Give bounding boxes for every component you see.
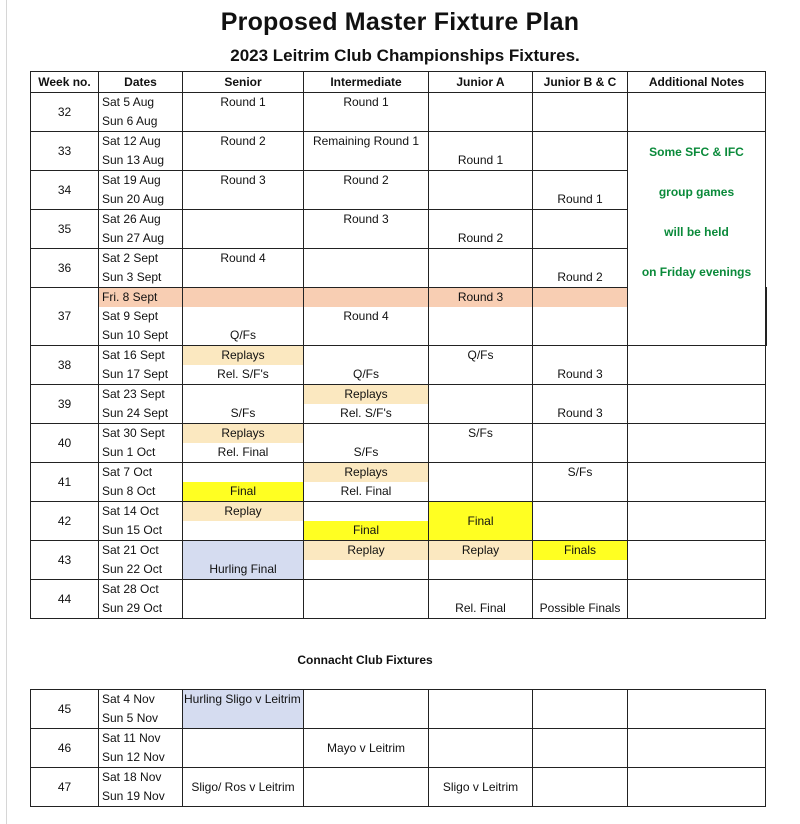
intermediate-cell (304, 288, 429, 346)
dates-cell (99, 768, 183, 807)
fixture-text: Round 3 (220, 173, 266, 187)
dates-cell (99, 210, 183, 249)
junior-bc-cell (533, 768, 628, 807)
junior-a-cell (429, 210, 533, 249)
date-line-highlighted: Fri. 8 Sept (99, 288, 182, 307)
fixture-text: Rel. Final (455, 601, 506, 615)
header-intermediate: Intermediate (304, 72, 429, 93)
notes-cell (628, 463, 766, 502)
table-row (31, 502, 767, 541)
intermediate-cell (304, 132, 429, 171)
week-number: 37 (31, 288, 99, 346)
fixture-text: Round 2 (457, 231, 504, 245)
notes-cell (628, 541, 766, 580)
header-additional-notes: Additional Notes (628, 72, 766, 93)
notes-cell (628, 580, 766, 619)
date-line: Sat 5 Aug (102, 95, 155, 109)
date-line: Sat 21 Oct (102, 543, 159, 557)
junior-a-cell (429, 424, 533, 463)
senior-cell (183, 463, 304, 502)
senior-cell (183, 249, 304, 288)
junior-bc-cell (533, 502, 628, 541)
date-line: Sun 24 Sept (102, 406, 169, 420)
junior-a-cell (429, 690, 533, 729)
date-line: Sun 3 Sept (102, 270, 162, 284)
fixture-text: Q/Fs (230, 328, 256, 342)
junior-a-cell (429, 768, 533, 807)
intermediate-cell (304, 210, 429, 249)
senior-cell (183, 210, 304, 249)
fixture-text: Final (304, 521, 428, 540)
date-line: Sat 23 Sept (102, 387, 165, 401)
date-line: Sun 22 Oct (102, 562, 163, 576)
senior-cell (183, 690, 304, 729)
date-line: Sat 16 Sept (102, 348, 165, 362)
senior-cell (183, 93, 304, 132)
date-line: Sun 10 Sept (102, 328, 169, 342)
header-dates: Dates (99, 72, 183, 93)
junior-bc-cell (533, 346, 628, 385)
fixture-text: Round 1 (457, 153, 504, 167)
fixture-text: Replay (304, 541, 428, 560)
week-number: 45 (31, 690, 99, 729)
intermediate-cell (304, 768, 429, 807)
dates-cell (99, 580, 183, 619)
header-junior-bc: Junior B & C (533, 72, 628, 93)
week-number: 38 (31, 346, 99, 385)
fixture-text: Mayo v Leitrim (326, 740, 406, 755)
date-line: Sun 8 Oct (102, 484, 156, 498)
intermediate-cell (304, 690, 429, 729)
notes-cell (628, 768, 766, 807)
date-line: Sun 5 Nov (102, 711, 159, 725)
table-row (31, 580, 767, 619)
dates-cell (99, 346, 183, 385)
senior-cell (183, 729, 304, 768)
fixture-text: Round 4 (220, 251, 266, 265)
junior-bc-cell (533, 132, 628, 171)
date-line: Sun 29 Oct (102, 601, 163, 615)
fixture-text: Round 2 (220, 134, 266, 148)
dates-cell (99, 385, 183, 424)
table-row (31, 424, 767, 463)
fixture-text: S/Fs (567, 465, 593, 479)
date-line: Sun 6 Aug (102, 114, 158, 128)
page-edge-line (6, 0, 7, 824)
junior-a-cell (429, 463, 533, 502)
junior-bc-cell (533, 729, 628, 768)
senior-cell (183, 132, 304, 171)
date-line: Sun 17 Sept (102, 367, 169, 381)
table-row (31, 93, 767, 132)
junior-bc-cell (533, 541, 628, 580)
week-number: 33 (31, 132, 99, 171)
fixture-text: Final (467, 513, 494, 528)
fixture-text: Q/Fs (467, 348, 494, 362)
dates-cell (99, 424, 183, 463)
fixture-text: Replays (183, 346, 303, 365)
fixture-text: Round 1 (343, 95, 389, 109)
table-row (31, 463, 767, 502)
junior-a-cell (429, 729, 533, 768)
senior-cell (183, 424, 304, 463)
junior-bc-cell (533, 249, 628, 288)
notes-cell (628, 502, 766, 541)
date-line: Sun 20 Aug (102, 192, 165, 206)
fixture-text: Round 3 (343, 212, 389, 226)
fixture-text: Replays (304, 385, 428, 404)
date-line: Sun 13 Aug (102, 153, 165, 167)
week-number: 40 (31, 424, 99, 463)
page-title: Proposed Master Fixture Plan (220, 8, 580, 36)
date-line: Sat 7 Oct (102, 465, 153, 479)
date-line: Sat 2 Sept (102, 251, 159, 265)
notes-cell (628, 424, 766, 463)
fixture-text: Replays (304, 463, 428, 482)
date-line: Sat 26 Aug (102, 212, 161, 226)
fixture-text: Final (183, 482, 303, 501)
date-line: Sun 27 Aug (102, 231, 165, 245)
fixture-text: S/Fs (353, 445, 379, 459)
junior-bc-cell (533, 463, 628, 502)
junior-bc-cell (533, 690, 628, 729)
week-number: 42 (31, 502, 99, 541)
note-line: on Friday evenings (641, 265, 752, 279)
junior-bc-cell (533, 385, 628, 424)
fixture-text: Round 3 (429, 288, 532, 307)
junior-a-cell (429, 541, 533, 580)
notes-cell (628, 729, 766, 768)
fixture-text: Rel. Final (340, 484, 392, 498)
junior-a-cell (429, 93, 533, 132)
date-line: Sat 9 Sept (102, 309, 159, 323)
note-line: group games (658, 185, 735, 199)
date-line: Sat 30 Sept (102, 426, 165, 440)
header-senior: Senior (183, 72, 304, 93)
junior-a-cell (429, 580, 533, 619)
intermediate-cell (304, 541, 429, 580)
fixture-text: Possible Finals (539, 601, 621, 615)
fixture-text: Sligo/ Ros v Leitrim (191, 779, 295, 794)
intermediate-cell (304, 171, 429, 210)
date-line: Sun 1 Oct (102, 445, 156, 459)
junior-bc-cell (533, 171, 628, 210)
connacht-fixture-table (30, 689, 766, 807)
fixture-text: Remaining Round 1 (312, 134, 420, 148)
date-line: Sat 28 Oct (102, 582, 159, 596)
fixture-text: Hurling Final (209, 562, 277, 576)
additional-notes-cell (628, 132, 766, 346)
intermediate-cell (304, 502, 429, 541)
fixture-table (30, 71, 767, 619)
notes-cell (628, 93, 766, 132)
fixture-text: Round 4 (343, 309, 389, 323)
header-junior-a: Junior A (429, 72, 533, 93)
date-line: Sat 4 Nov (102, 692, 155, 706)
week-number: 43 (31, 541, 99, 580)
date-line: Sat 14 Oct (102, 504, 159, 518)
intermediate-cell (304, 463, 429, 502)
table-row (31, 690, 766, 729)
fixture-text: Round 2 (343, 173, 389, 187)
week-number: 39 (31, 385, 99, 424)
dates-cell (99, 690, 183, 729)
date-line: Sat 18 Nov (102, 770, 162, 784)
notes-cell (628, 346, 766, 385)
date-line: Sun 15 Oct (102, 523, 163, 537)
date-line: Sat 11 Nov (102, 731, 161, 745)
week-number: 46 (31, 729, 99, 768)
fixture-text: Finals (533, 541, 627, 560)
date-line: Sat 12 Aug (102, 134, 161, 148)
intermediate-cell (304, 385, 429, 424)
junior-a-cell (429, 171, 533, 210)
intermediate-cell (304, 424, 429, 463)
senior-cell (183, 346, 304, 385)
intermediate-cell (304, 729, 429, 768)
senior-cell (183, 385, 304, 424)
junior-bc-cell (533, 210, 628, 249)
notes-cell (766, 288, 767, 346)
week-number: 47 (31, 768, 99, 807)
note-line: Some SFC & IFC (649, 145, 744, 159)
fixture-text: Round 1 (557, 192, 603, 206)
junior-a-cell (429, 346, 533, 385)
dates-cell (99, 502, 183, 541)
dates-cell (99, 288, 183, 346)
date-line: Sat 19 Aug (102, 173, 161, 187)
fixture-text: S/Fs (230, 406, 256, 420)
page-subtitle: 2023 Leitrim Club Championships Fixtures. (230, 46, 580, 65)
intermediate-cell (304, 249, 429, 288)
junior-bc-cell (533, 93, 628, 132)
table-row (31, 729, 766, 768)
fixture-text: Rel. S/F's (217, 367, 269, 381)
table-row (31, 385, 767, 424)
fixture-text: Q/Fs (353, 367, 379, 381)
notes-cell (628, 385, 766, 424)
senior-cell (183, 288, 304, 346)
table-row (31, 132, 767, 171)
dates-cell (99, 132, 183, 171)
junior-a-cell (429, 288, 533, 346)
dates-cell (99, 541, 183, 580)
fixture-text: Rel. S/F's (340, 406, 392, 420)
fixture-text: Round 2 (557, 270, 603, 284)
junior-bc-cell (533, 424, 628, 463)
table-row (31, 541, 767, 580)
intermediate-cell (304, 580, 429, 619)
senior-cell (183, 768, 304, 807)
dates-cell (99, 171, 183, 210)
junior-a-cell (429, 385, 533, 424)
senior-cell (183, 541, 304, 580)
week-number: 35 (31, 210, 99, 249)
fixture-text: Replay (183, 502, 303, 521)
notes-cell (628, 690, 766, 729)
week-number: 41 (31, 463, 99, 502)
junior-bc-cell (533, 580, 628, 619)
note-line: will be held (664, 225, 729, 239)
senior-cell (183, 502, 304, 541)
junior-a-cell (429, 249, 533, 288)
week-number: 32 (31, 93, 99, 132)
fixture-text: Round 1 (220, 95, 266, 109)
junior-bc-cell (533, 288, 628, 346)
header-week: Week no. (31, 72, 99, 93)
week-number: 44 (31, 580, 99, 619)
senior-cell (183, 580, 304, 619)
fixture-text: S/Fs (468, 426, 493, 440)
dates-cell (99, 729, 183, 768)
date-line: Sun 12 Nov (102, 750, 165, 764)
senior-cell (183, 171, 304, 210)
connacht-section-title: Connacht Club Fixtures (297, 653, 433, 667)
junior-a-cell (429, 502, 533, 541)
junior-a-cell (429, 132, 533, 171)
fixture-text: Rel. Final (217, 445, 269, 459)
table-row (31, 768, 766, 807)
fixture-text: Replay (429, 541, 532, 560)
fixture-text: Round 3 (557, 367, 603, 381)
table-row (31, 346, 767, 385)
intermediate-cell (304, 93, 429, 132)
week-number: 34 (31, 171, 99, 210)
dates-cell (99, 249, 183, 288)
fixture-text: Round 3 (557, 406, 603, 420)
fixture-text: Replays (183, 424, 303, 443)
intermediate-cell (304, 346, 429, 385)
fixture-text: Sligo v Leitrim (442, 779, 519, 794)
dates-cell (99, 463, 183, 502)
week-number: 36 (31, 249, 99, 288)
date-line: Sun 19 Nov (102, 789, 165, 803)
dates-cell (99, 93, 183, 132)
table-header-row (31, 72, 767, 93)
fixture-text: Hurling Sligo v Leitrim (184, 692, 301, 706)
